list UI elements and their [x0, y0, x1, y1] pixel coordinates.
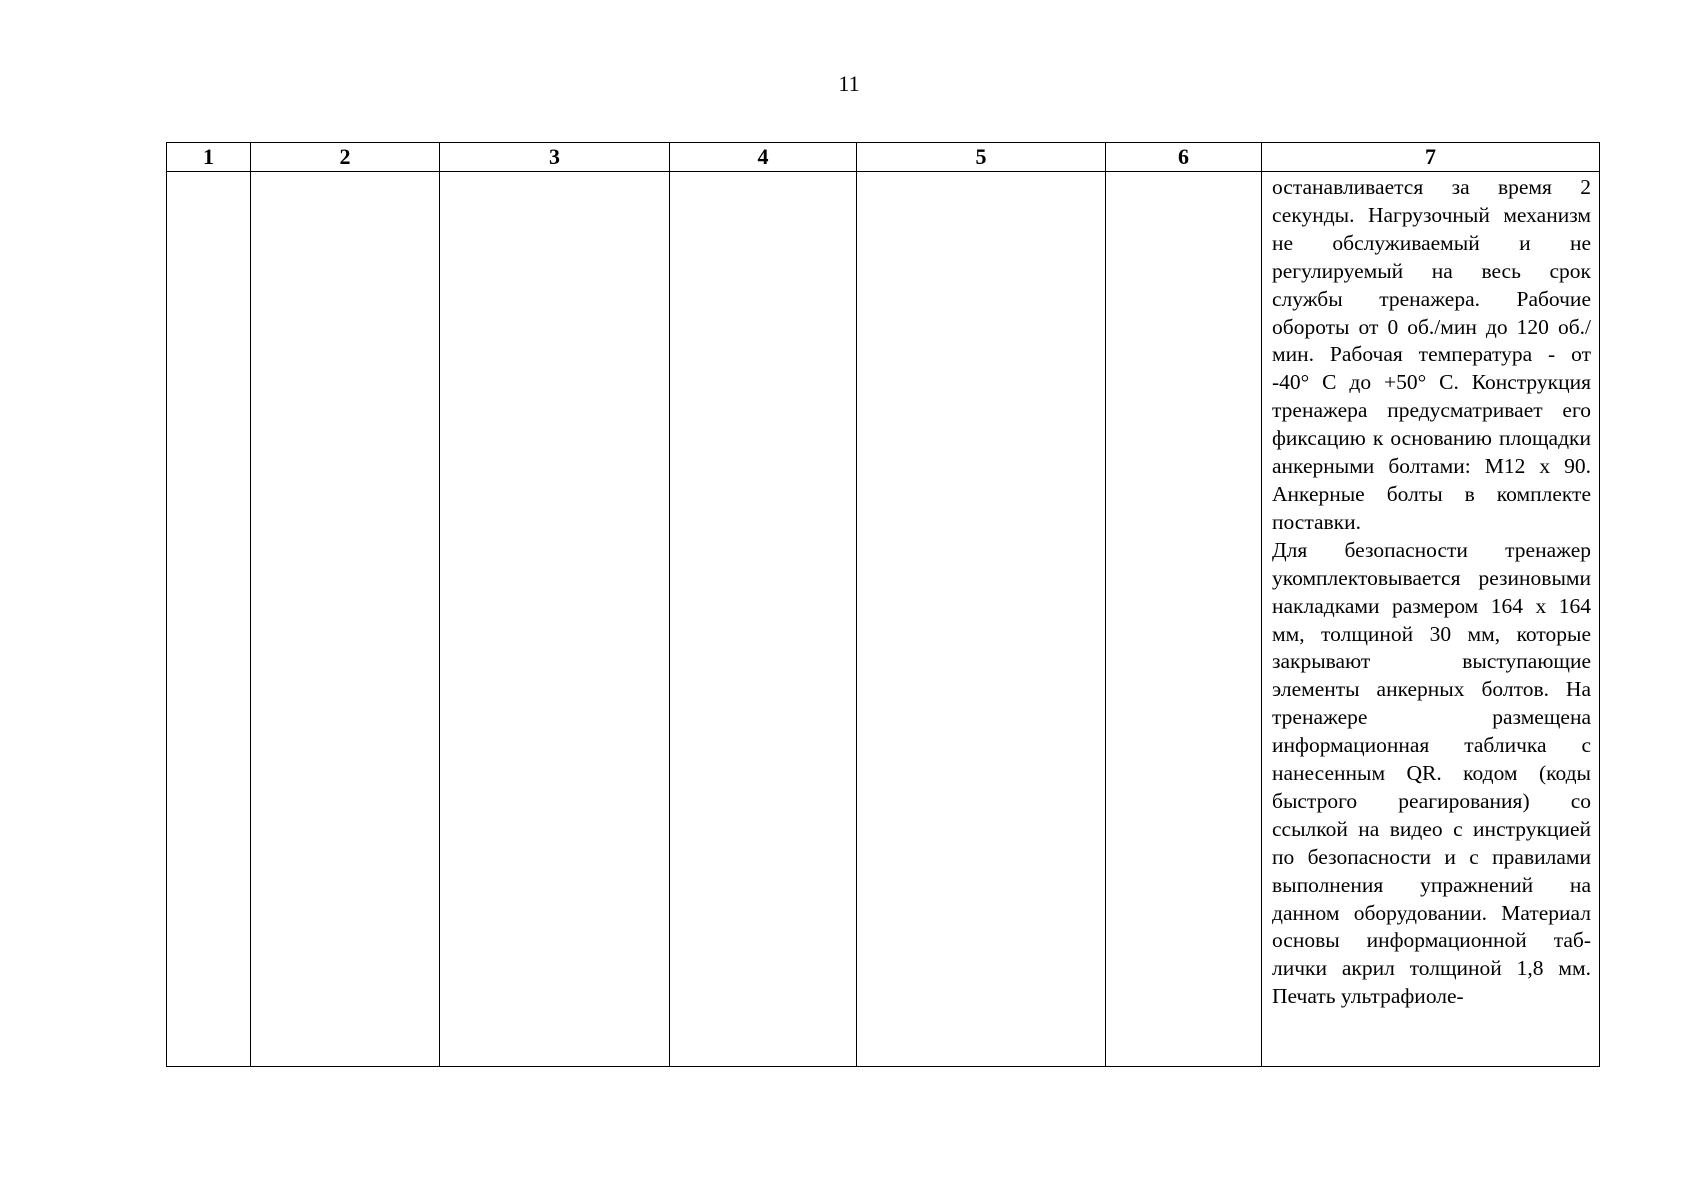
- table-cell-col5: [857, 172, 1106, 1067]
- column-header-5: 5: [857, 143, 1106, 172]
- column-header-1: 1: [167, 143, 251, 172]
- table-row: [167, 172, 1600, 1067]
- column-header-2: 2: [251, 143, 440, 172]
- table-cell-col7: [1262, 172, 1600, 1067]
- column-header-4: 4: [670, 143, 857, 172]
- table-cell-col4: [670, 172, 857, 1067]
- column-header-3: 3: [440, 143, 670, 172]
- column-header-7: 7: [1262, 143, 1600, 172]
- description-paragraph: Для безопасности тренажер укомплектовывается резиновыми накладками размером 164 х 164 мм, толщиной 30 мм, которые закрывают выступающие элементы анкерных болтов. На тренажере размещена информационная табличка с нанесенным QR. кодом (коды быстрого реагирования) со ссылкой на видео с инструкцией по безопасности и с правилами выполнения упражнений на данном оборудовании. Материал основы информационной таблички акрил толщиной 1,8 мм. Печать ультрафиоле-: [1272, 537, 1591, 1009]
- page-number: 11: [838, 71, 860, 96]
- table-cell-col6: [1106, 172, 1262, 1067]
- table-header-row: [167, 143, 1600, 172]
- column-header-6: 6: [1106, 143, 1262, 172]
- specification-table: [166, 142, 1600, 1067]
- description-text: [1272, 174, 1591, 1011]
- table-cell-col1: [167, 172, 251, 1067]
- table-cell-col2: [251, 172, 440, 1067]
- table-cell-col3: [440, 172, 670, 1067]
- description-paragraph: останавливается за время 2 секунды. Нагрузочный механизм не обслуживаемый и не регулируемый на весь срок службы тренажера. Рабочие обороты от 0 об./мин до 120 об./мин. Рабочая температура - от -40° С до +50° С. Конструкция тренажера предусматривает его фиксацию к основанию площадки анкерными болтами: М12 х 90. Анкерные болты в комплекте поставки.: [1272, 175, 1591, 534]
